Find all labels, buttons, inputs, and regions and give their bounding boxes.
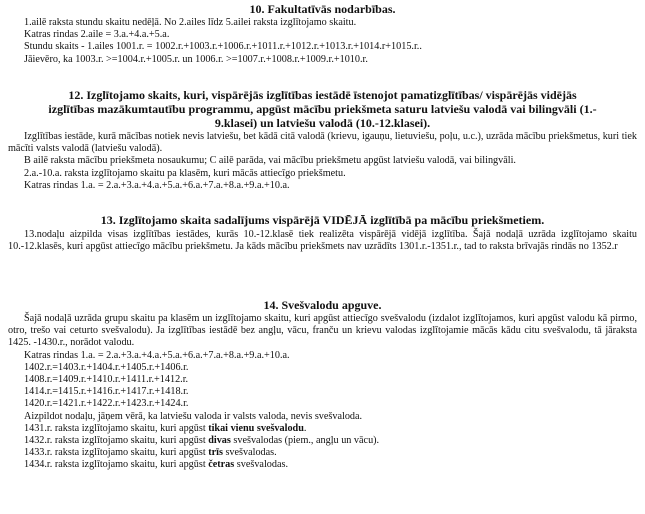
section-14-language-line — [0, 459, 645, 471]
section-12-title-line: 9.klasei) un latviešu valodā (10.-12.klasei). — [214, 116, 431, 130]
section-14-line: 1408.r.=1409.r.+1410.r.+1411.r.+1412.r. — [24, 374, 189, 386]
line-text: svešvalodas (piem., angļu un vācu). — [230, 435, 380, 447]
line-text: svešvalodas. — [222, 447, 277, 459]
section-12-title-line: 12. Izglītojamo skaits, kuri, vispārējās izglītības iestādē īstenojot pamatizglītības/ vispārējās vidējās — [68, 88, 577, 102]
section-12-line: B ailē raksta mācību priekšmeta nosaukumu; C ailē parāda, vai mācību priekšmetu apgūst latviešu valodā, vai bilingvāli. — [24, 155, 516, 167]
emphasis-text: četras — [208, 459, 235, 471]
section-12-title — [0, 88, 645, 130]
section-10-line: 1.ailē raksta stundu skaitu nedēļā. No 2.ailes līdz 5.ailei raksta izglītojamo skaitu. — [24, 17, 357, 28]
section-14-language-line — [0, 435, 645, 447]
section-10-line: Katras rindas 2.aile = 3.a.+4.a.+5.a. — [24, 29, 170, 41]
section-14-line: Aizpildot nodaļu, jāņem vērā, ka latviešu valoda ir valsts valoda, nevis svešvaloda. — [24, 410, 363, 422]
section-14-language-line — [0, 423, 645, 435]
section-14-line: Katras rindas 1.a. = 2.a.+3.a.+4.a.+5.a.+6.a.+7.a.+8.a.+9.a.+10.a. — [24, 349, 290, 361]
section-12 — [0, 88, 645, 192]
section-10-line: Jāievēro, ka 1003.r. >=1004.r.+1005.r. un 1006.r. >=1007.r.+1008.r.+1009.r.+1010.r. — [24, 53, 368, 65]
section-12-paragraph: Izglītības iestāde, kurā mācības notiek nevis latviešu, bet kādā citā valodā (krievu, igauņu, lietuviešu, poļu, u.c.), uzrāda mācību priekšmetus, kuri tiek mācīti valsts valodā (latviešu valodā). — [8, 131, 637, 155]
line-text: svešvalodas. — [234, 459, 288, 471]
section-14-title: 14. Svešvalodu apguve. — [263, 298, 382, 312]
line-text: 1433.r. raksta izglītojamo skaitu, kuri apgūst — [24, 447, 209, 459]
section-14-line: 1414.r.=1415.r.+1416.r.+1417.r.+1418.r. — [24, 386, 189, 398]
section-14 — [0, 298, 645, 472]
section-13-title: 13. Izglītojamo skaita sadalījums vispārējā VIDĒJĀ izglītībā pa mācību priekšmetiem. — [100, 213, 545, 227]
section-12-title-line: izglītības mazākumtautību programmu, apgūst mācību priekšmeta saturu latviešu valodā vai bilingvāli (1.- — [48, 102, 597, 116]
section-14-paragraph: Šajā nodaļā uzrāda grupu skaitu pa klasēm un izglītojamo skaitu, kuri apgūst attiecīgo svešvalodu (izdalot izglītojamos, kuri apgūst valodu kā pirmo, otro, trešo vai ceturto svešvalodu). Ja izglītības iestādē bez angļu, vācu, franču un krievu valodas izglītojamie mācās kādu citu svešvalodu, tā jāraksta 1425. -1430.r., norādot valodu. — [8, 313, 637, 349]
section-12-line: Katras rindas 1.a. = 2.a.+3.a.+4.a.+5.a.+6.a.+7.a.+8.a.+9.a.+10.a. — [24, 179, 290, 191]
emphasis-text: divas — [208, 435, 231, 447]
emphasis-text: trīs — [208, 447, 223, 459]
line-text: 1434.r. raksta izglītojamo skaitu, kuri apgūst — [24, 459, 209, 471]
section-10 — [0, 2, 645, 66]
section-14-language-line — [0, 447, 645, 459]
section-10-title: 10. Fakultatīvās nodarbības. — [249, 2, 396, 16]
line-text: 1431.r. raksta izglītojamo skaitu, kuri apgūst — [24, 422, 209, 434]
section-13 — [0, 213, 645, 253]
section-14-line: 1402.r.=1403.r.+1404.r.+1405.r.+1406.r. — [24, 361, 189, 373]
emphasis-text: tikai vienu svešvalodu — [208, 422, 304, 434]
line-text: 1432.r. raksta izglītojamo skaitu, kuri apgūst — [24, 435, 209, 447]
line-text: . — [303, 422, 307, 434]
section-13-paragraph: 13.nodaļu aizpilda visas izglītības iestādes, kurās 10.-12.klasē tiek realizēta vispārējā vidējā izglītība. Šajā nodaļā uzrāda izglītojamo skaitu 10.-12.klasēs, kuri apgūst attiecīgo mācību priekšmetu. Ja kāds mācību priekšmets nav uzrādīts 1301.r.-1351.r., tad to raksta brīvajās rindās no 1352.r — [8, 229, 637, 253]
section-14-line: 1420.r.=1421.r.+1422.r.+1423.r.+1424.r. — [24, 398, 189, 410]
section-12-line: 2.a.-10.a. raksta izglītojamo skaitu pa klasēm, kuri mācās attiecīgo priekšmetu. — [24, 167, 346, 179]
section-10-line: Stundu skaits - 1.ailes 1001.r. = 1002.r.+1003.r.+1006.r.+1011.r.+1012.r.+1013.r.+1014.r+1015.r.. — [24, 41, 422, 53]
